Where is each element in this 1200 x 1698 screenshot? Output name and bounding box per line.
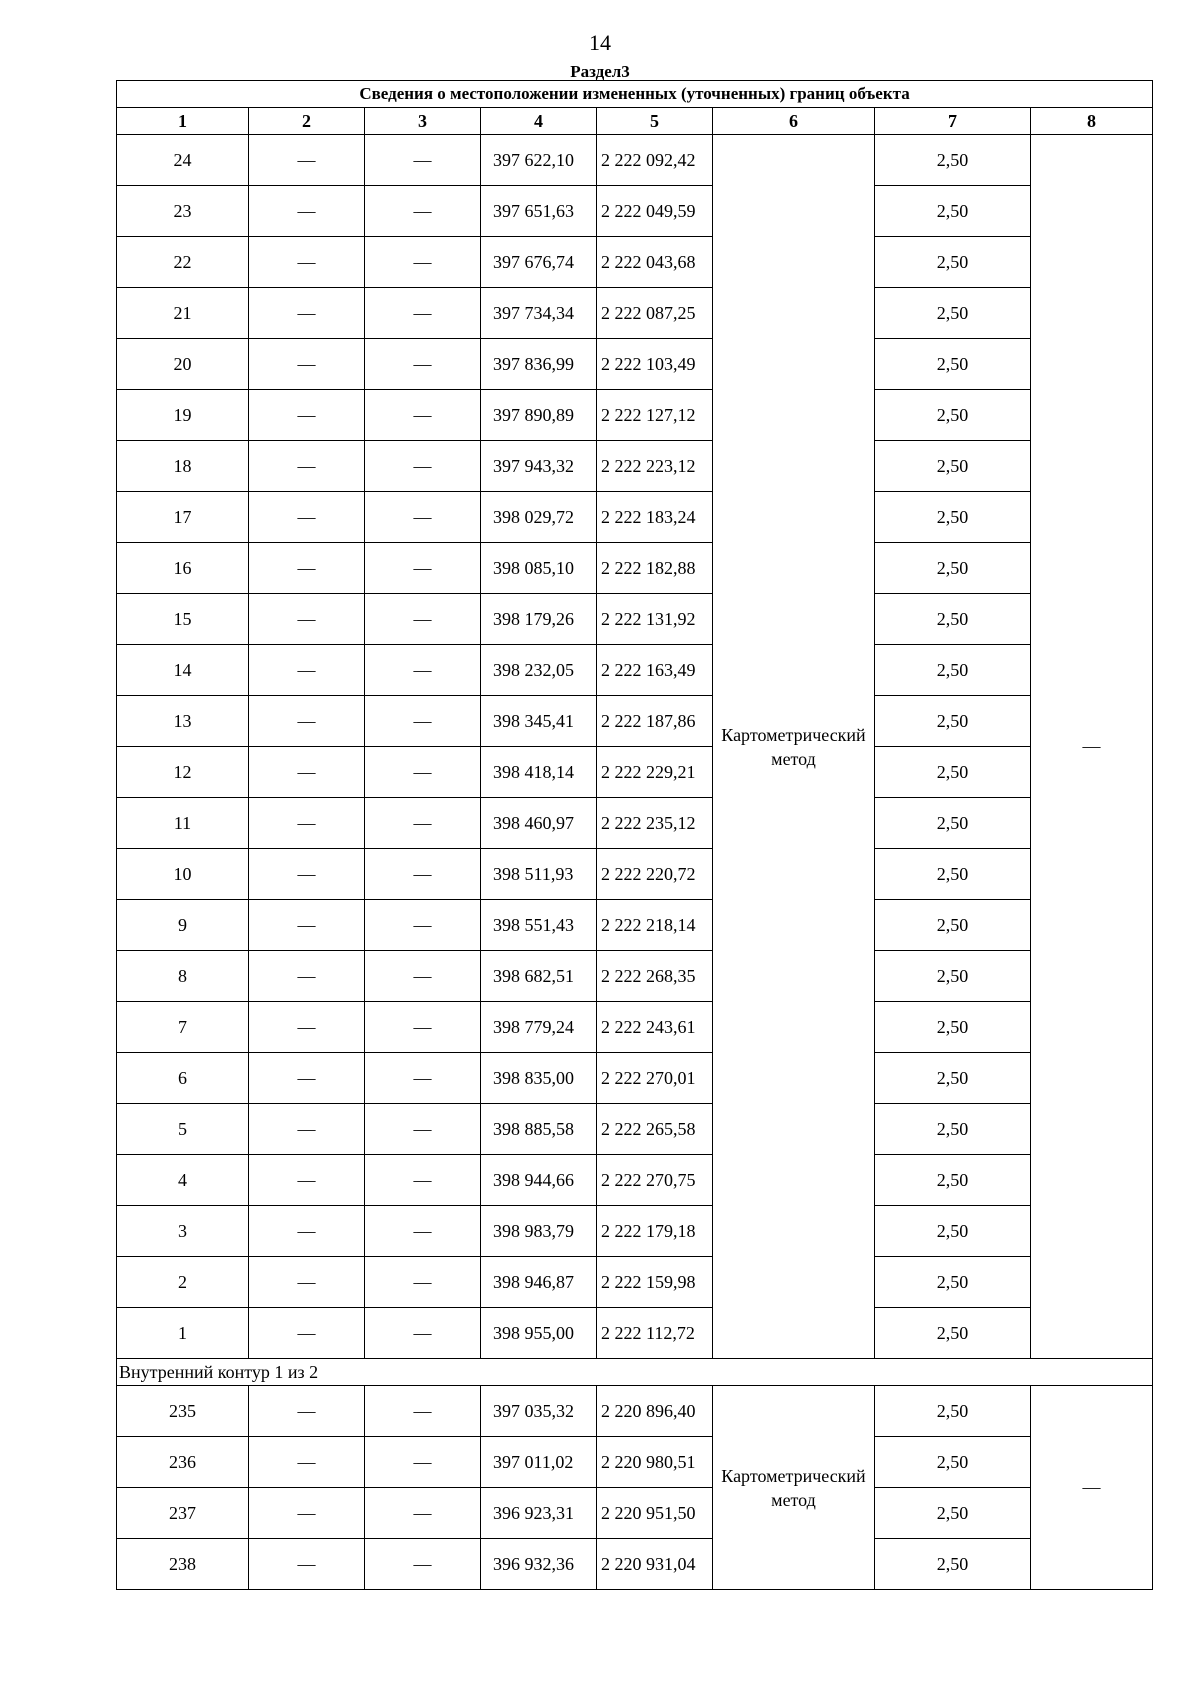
x-coordinate-cell: 398 682,51 [481,951,597,1002]
y-coordinate-cell: 2 222 127,12 [597,390,713,441]
col2-cell: — [249,1308,365,1359]
point-number-cell: 236 [117,1437,249,1488]
x-coordinate-cell: 398 983,79 [481,1206,597,1257]
col3-cell: — [365,1257,481,1308]
point-number-cell: 235 [117,1386,249,1437]
x-coordinate-cell: 398 085,10 [481,543,597,594]
y-coordinate-cell: 2 222 235,12 [597,798,713,849]
col2-cell: — [249,1053,365,1104]
x-coordinate-cell: 398 029,72 [481,492,597,543]
col3-cell: — [365,288,481,339]
table-row [117,1488,1153,1539]
table-row [117,1053,1153,1104]
col2-cell: — [249,543,365,594]
y-coordinate-cell: 2 222 112,72 [597,1308,713,1359]
y-coordinate-cell: 2 222 229,21 [597,747,713,798]
col2-cell: — [249,1437,365,1488]
table-row [117,288,1153,339]
x-coordinate-cell: 398 418,14 [481,747,597,798]
col3-cell: — [365,186,481,237]
col3-cell: — [365,339,481,390]
inner-contour-label: Внутренний контур 1 из 2 [117,1359,1153,1386]
col3-cell: — [365,441,481,492]
col3-cell: — [365,1053,481,1104]
column-header-8: 8 [1031,108,1153,135]
point-number-cell: 13 [117,696,249,747]
table-row [117,441,1153,492]
point-number-cell: 24 [117,135,249,186]
accuracy-cell: 2,50 [875,1155,1031,1206]
method-cell: Картометрический метод [713,1386,875,1590]
x-coordinate-cell: 397 890,89 [481,390,597,441]
table-row [117,135,1153,186]
column-header-3: 3 [365,108,481,135]
accuracy-cell: 2,50 [875,1386,1031,1437]
x-coordinate-cell: 398 944,66 [481,1155,597,1206]
col8-cell: — [1031,135,1153,1359]
table-row [117,1437,1153,1488]
y-coordinate-cell: 2 222 270,01 [597,1053,713,1104]
x-coordinate-cell: 398 511,93 [481,849,597,900]
y-coordinate-cell: 2 222 179,18 [597,1206,713,1257]
column-header-7: 7 [875,108,1031,135]
y-coordinate-cell: 2 220 980,51 [597,1437,713,1488]
column-header-6: 6 [713,108,875,135]
point-number-cell: 17 [117,492,249,543]
col3-cell: — [365,900,481,951]
column-header-1: 1 [117,108,249,135]
table-row [117,186,1153,237]
y-coordinate-cell: 2 222 159,98 [597,1257,713,1308]
col2-cell: — [249,339,365,390]
col2-cell: — [249,390,365,441]
col2-cell: — [249,849,365,900]
col2-cell: — [249,237,365,288]
accuracy-cell: 2,50 [875,951,1031,1002]
col8-cell: — [1031,1386,1153,1590]
col2-cell: — [249,1386,365,1437]
y-coordinate-cell: 2 222 092,42 [597,135,713,186]
point-number-cell: 2 [117,1257,249,1308]
table-row [117,1206,1153,1257]
accuracy-cell: 2,50 [875,900,1031,951]
col2-cell: — [249,1539,365,1590]
x-coordinate-cell: 398 955,00 [481,1308,597,1359]
y-coordinate-cell: 2 222 243,61 [597,1002,713,1053]
col3-cell: — [365,1206,481,1257]
col2-cell: — [249,951,365,1002]
point-number-cell: 238 [117,1539,249,1590]
accuracy-cell: 2,50 [875,237,1031,288]
col2-cell: — [249,186,365,237]
accuracy-cell: 2,50 [875,492,1031,543]
y-coordinate-cell: 2 222 187,86 [597,696,713,747]
table-row [117,237,1153,288]
y-coordinate-cell: 2 222 268,35 [597,951,713,1002]
point-number-cell: 3 [117,1206,249,1257]
col2-cell: — [249,1488,365,1539]
accuracy-cell: 2,50 [875,1488,1031,1539]
x-coordinate-cell: 397 943,32 [481,441,597,492]
point-number-cell: 10 [117,849,249,900]
x-coordinate-cell: 398 232,05 [481,645,597,696]
table-row [117,645,1153,696]
col2-cell: — [249,492,365,543]
point-number-cell: 14 [117,645,249,696]
col3-cell: — [365,849,481,900]
y-coordinate-cell: 2 222 265,58 [597,1104,713,1155]
table-row [117,594,1153,645]
point-number-cell: 22 [117,237,249,288]
x-coordinate-cell: 397 011,02 [481,1437,597,1488]
x-coordinate-cell: 397 035,32 [481,1386,597,1437]
col2-cell: — [249,645,365,696]
col3-cell: — [365,543,481,594]
col3-cell: — [365,594,481,645]
col2-cell: — [249,747,365,798]
x-coordinate-cell: 398 946,87 [481,1257,597,1308]
accuracy-cell: 2,50 [875,339,1031,390]
col3-cell: — [365,1488,481,1539]
col2-cell: — [249,900,365,951]
table-row [117,900,1153,951]
y-coordinate-cell: 2 222 087,25 [597,288,713,339]
col2-cell: — [249,288,365,339]
accuracy-cell: 2,50 [875,1257,1031,1308]
y-coordinate-cell: 2 222 218,14 [597,900,713,951]
col3-cell: — [365,1539,481,1590]
table-row [117,339,1153,390]
col3-cell: — [365,492,481,543]
col2-cell: — [249,135,365,186]
y-coordinate-cell: 2 220 896,40 [597,1386,713,1437]
col3-cell: — [365,1437,481,1488]
col3-cell: — [365,1155,481,1206]
accuracy-cell: 2,50 [875,696,1031,747]
x-coordinate-cell: 397 622,10 [481,135,597,186]
accuracy-cell: 2,50 [875,186,1031,237]
accuracy-cell: 2,50 [875,288,1031,339]
x-coordinate-cell: 396 923,31 [481,1488,597,1539]
x-coordinate-cell: 397 676,74 [481,237,597,288]
table-row [117,696,1153,747]
col2-cell: — [249,1206,365,1257]
point-number-cell: 6 [117,1053,249,1104]
x-coordinate-cell: 398 885,58 [481,1104,597,1155]
table-row [117,951,1153,1002]
table-row [117,1539,1153,1590]
y-coordinate-cell: 2 222 220,72 [597,849,713,900]
accuracy-cell: 2,50 [875,645,1031,696]
col3-cell: — [365,1002,481,1053]
point-number-cell: 5 [117,1104,249,1155]
point-number-cell: 8 [117,951,249,1002]
col3-cell: — [365,798,481,849]
x-coordinate-cell: 397 734,34 [481,288,597,339]
col2-cell: — [249,798,365,849]
y-coordinate-cell: 2 222 182,88 [597,543,713,594]
accuracy-cell: 2,50 [875,798,1031,849]
x-coordinate-cell: 398 551,43 [481,900,597,951]
accuracy-cell: 2,50 [875,1539,1031,1590]
table-row [117,798,1153,849]
col3-cell: — [365,696,481,747]
column-header-row [117,108,1153,135]
x-coordinate-cell: 398 460,97 [481,798,597,849]
y-coordinate-cell: 2 220 951,50 [597,1488,713,1539]
point-number-cell: 11 [117,798,249,849]
x-coordinate-cell: 398 345,41 [481,696,597,747]
col3-cell: — [365,1104,481,1155]
point-number-cell: 9 [117,900,249,951]
accuracy-cell: 2,50 [875,849,1031,900]
accuracy-cell: 2,50 [875,1437,1031,1488]
point-number-cell: 4 [117,1155,249,1206]
x-coordinate-cell: 398 179,26 [481,594,597,645]
column-header-4: 4 [481,108,597,135]
y-coordinate-cell: 2 222 270,75 [597,1155,713,1206]
accuracy-cell: 2,50 [875,135,1031,186]
col2-cell: — [249,1257,365,1308]
accuracy-cell: 2,50 [875,390,1031,441]
x-coordinate-cell: 397 651,63 [481,186,597,237]
y-coordinate-cell: 2 222 163,49 [597,645,713,696]
y-coordinate-cell: 2 222 103,49 [597,339,713,390]
table-title: Сведения о местоположении измененных (уточненных) границ объекта [117,81,1153,108]
col3-cell: — [365,1386,481,1437]
point-number-cell: 7 [117,1002,249,1053]
col3-cell: — [365,390,481,441]
col2-cell: — [249,1104,365,1155]
col2-cell: — [249,1002,365,1053]
table-row [117,1104,1153,1155]
x-coordinate-cell: 398 835,00 [481,1053,597,1104]
accuracy-cell: 2,50 [875,1002,1031,1053]
section-title: Раздел3 [570,62,630,81]
accuracy-cell: 2,50 [875,594,1031,645]
point-number-cell: 1 [117,1308,249,1359]
table-row [117,1308,1153,1359]
table-row [117,1155,1153,1206]
table-row [117,492,1153,543]
col2-cell: — [249,594,365,645]
col3-cell: — [365,135,481,186]
inner-contour-row [117,1359,1153,1386]
table-row [117,543,1153,594]
accuracy-cell: 2,50 [875,1308,1031,1359]
x-coordinate-cell: 396 932,36 [481,1539,597,1590]
point-number-cell: 23 [117,186,249,237]
point-number-cell: 20 [117,339,249,390]
point-number-cell: 16 [117,543,249,594]
accuracy-cell: 2,50 [875,1104,1031,1155]
table-row [117,849,1153,900]
accuracy-cell: 2,50 [875,441,1031,492]
point-number-cell: 21 [117,288,249,339]
table-row [117,390,1153,441]
method-cell: Картометрический метод [713,135,875,1359]
col2-cell: — [249,1155,365,1206]
col3-cell: — [365,645,481,696]
col2-cell: — [249,696,365,747]
col2-cell: — [249,441,365,492]
y-coordinate-cell: 2 222 043,68 [597,237,713,288]
accuracy-cell: 2,50 [875,1206,1031,1257]
accuracy-cell: 2,50 [875,747,1031,798]
col3-cell: — [365,1308,481,1359]
column-header-5: 5 [597,108,713,135]
y-coordinate-cell: 2 222 049,59 [597,186,713,237]
point-number-cell: 15 [117,594,249,645]
y-coordinate-cell: 2 222 223,12 [597,441,713,492]
point-number-cell: 18 [117,441,249,492]
x-coordinate-cell: 398 779,24 [481,1002,597,1053]
y-coordinate-cell: 2 222 183,24 [597,492,713,543]
table-row [117,747,1153,798]
column-header-2: 2 [249,108,365,135]
page-number: 14 [589,30,611,55]
coordinates-table [116,80,1153,1590]
point-number-cell: 19 [117,390,249,441]
table-row [117,1002,1153,1053]
col3-cell: — [365,951,481,1002]
point-number-cell: 237 [117,1488,249,1539]
table-body [117,135,1153,1590]
y-coordinate-cell: 2 220 931,04 [597,1539,713,1590]
col3-cell: — [365,237,481,288]
x-coordinate-cell: 397 836,99 [481,339,597,390]
table-row [117,1257,1153,1308]
y-coordinate-cell: 2 222 131,92 [597,594,713,645]
point-number-cell: 12 [117,747,249,798]
accuracy-cell: 2,50 [875,1053,1031,1104]
table-row [117,1386,1153,1437]
col3-cell: — [365,747,481,798]
accuracy-cell: 2,50 [875,543,1031,594]
